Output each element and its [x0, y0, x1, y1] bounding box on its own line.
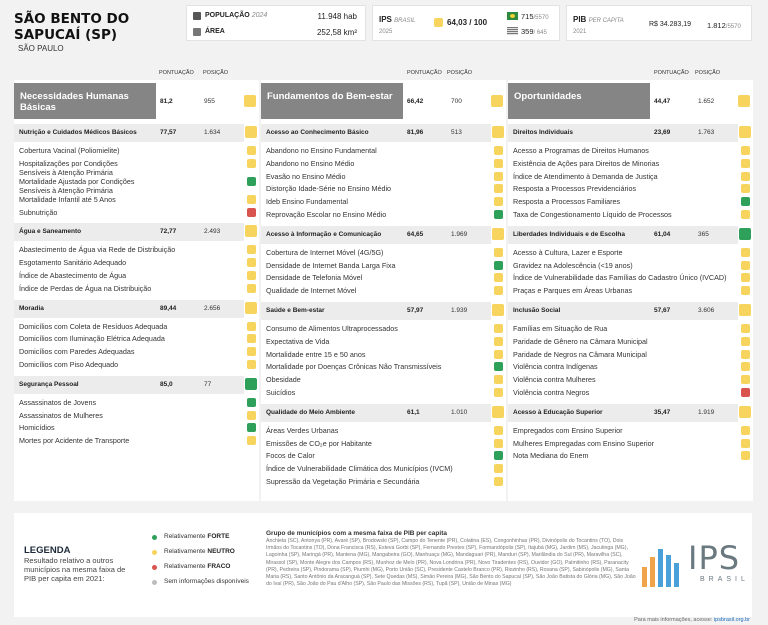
pib-value: R$ 34.283,19	[649, 21, 692, 28]
dimension-rank: 955	[204, 98, 215, 105]
component-status-indicator	[739, 304, 751, 316]
indicator-status-indicator	[247, 284, 256, 293]
indicator-label: Emissões de CO₂e por Habitante	[266, 438, 372, 448]
indicator-status-indicator	[494, 210, 503, 219]
indicator-status-indicator	[494, 464, 503, 473]
indicator-status-indicator	[247, 159, 256, 168]
indicator-status-indicator	[741, 337, 750, 346]
indicator-label: Paridade de Gênero na Câmara Municipal	[513, 336, 648, 346]
component-status-indicator	[739, 406, 751, 418]
indicator-label: Nota Mediana do Enem	[513, 451, 589, 461]
indicator-label: Acesso a Programas de Direitos Humanos	[513, 146, 649, 155]
component-rank: 77	[204, 380, 212, 388]
indicator-label: Mortalidade Infantil até 5 Anos	[19, 194, 116, 204]
legend-panel	[14, 513, 752, 617]
indicator-status-indicator	[494, 273, 503, 282]
component-score: 89,44	[160, 304, 177, 312]
indicator-status-indicator	[247, 258, 256, 267]
component-status-indicator	[245, 302, 257, 314]
component-score: 72,77	[160, 228, 177, 236]
indicator-status-indicator	[494, 197, 503, 206]
indicator-label: Resposta a Processos Familiares	[513, 197, 621, 207]
indicator-label: Mulheres Empregadas com Ensino Superior	[513, 438, 655, 448]
indicator-label: Empregados com Ensino Superior	[513, 425, 623, 435]
component-rank: 1.634	[204, 129, 221, 136]
component-score: 64,65	[407, 230, 424, 238]
component-status-indicator	[492, 406, 504, 418]
dimension-status-indicator	[491, 95, 503, 107]
ips-score: 64,03 / 100	[447, 18, 488, 27]
indicator-status-indicator	[741, 184, 750, 193]
legend-title: LEGENDA	[24, 545, 71, 556]
legend-item	[164, 548, 235, 555]
indicator-status-indicator	[741, 324, 750, 333]
indicator-status-indicator	[494, 362, 503, 371]
pib-year: 2021	[573, 29, 587, 35]
indicator-label: Índice de Perdas de Água na Distribuição	[19, 283, 152, 293]
indicator-status-indicator	[494, 451, 503, 460]
component-rank: 1.010	[451, 408, 468, 416]
footer-link[interactable]: ipsbrasil.org.br	[713, 617, 750, 623]
indicator-label: Gravidez na Adolescência (<19 anos)	[513, 260, 633, 270]
component-row	[261, 302, 491, 320]
indicator-label: Índice de Vulnerabilidade das Famílias do Cadastro Único (IVCAD)	[513, 273, 727, 283]
component-row	[261, 124, 491, 142]
ips-logo-sub: BRASIL	[700, 576, 749, 583]
indicator-status-indicator	[741, 362, 750, 371]
group-title: Grupo de municípios com a mesma faixa de PIB per capita	[266, 530, 447, 537]
component-score: 85,0	[160, 380, 173, 388]
dimension-status-indicator	[244, 95, 256, 107]
indicator-status-indicator	[247, 347, 256, 356]
component-row	[14, 124, 244, 142]
indicator-status-indicator	[494, 324, 503, 333]
component-name: Água e Saneamento	[19, 228, 82, 236]
indicator-status-indicator	[247, 271, 256, 280]
component-name: Acesso ao Conhecimento Básico	[266, 129, 369, 136]
component-name: Acesso à Informação e Comunicação	[266, 230, 382, 238]
dimension-rank: 1.652	[698, 98, 715, 105]
indicator-status-indicator	[494, 388, 503, 397]
legend-item-strength: NEUTRO	[207, 548, 235, 555]
indicator-label: Homicídios	[19, 423, 55, 433]
col-header-score: PONTUAÇÃO	[159, 70, 194, 76]
legend-item-prefix: Relativamente	[164, 533, 206, 540]
component-row	[14, 223, 244, 241]
indicator-status-indicator	[494, 248, 503, 257]
component-name: Segurança Pessoal	[19, 380, 79, 388]
dimension-title: Fundamentos do Bem-estar	[261, 83, 403, 119]
footer-info	[634, 617, 750, 623]
indicator-label: Mortalidade Ajustada por Condições Sensíveis à Atenção Primária	[19, 176, 135, 195]
component-rank: 3.606	[698, 307, 715, 314]
indicator-label: Domicílios com Paredes Adequadas	[19, 347, 135, 357]
component-rank: 513	[451, 129, 462, 136]
indicator-label: Paridade de Negros na Câmara Municipal	[513, 349, 647, 359]
indicator-label: Focos de Calor	[266, 451, 315, 461]
indicator-label: Cobertura de Internet Móvel (4G/5G)	[266, 247, 384, 257]
dimension-column-wellbeing	[261, 80, 506, 501]
legend-item-prefix: Relativamente	[164, 563, 206, 570]
indicator-label: Famílias em Situação de Rua	[513, 324, 608, 333]
legend-item	[164, 563, 230, 570]
indicator-label: Mortes por Acidente de Transporte	[19, 436, 130, 446]
component-rank: 1.969	[451, 230, 468, 238]
ips-label: IPS BRASIL	[379, 15, 416, 24]
component-score: 77,57	[160, 129, 177, 136]
indicator-label: Violência contra Indígenas	[513, 362, 598, 372]
indicator-status-indicator	[494, 159, 503, 168]
footer-text: Para mais informações, acesse:	[634, 617, 713, 623]
indicator-status-indicator	[494, 146, 503, 155]
pib-rank: 1.812/5570	[707, 21, 741, 30]
ips-logo-bars-icon	[642, 547, 680, 587]
indicator-label: Domicílios com Coleta de Resíduos Adequada	[19, 321, 168, 331]
indicator-label: Esgotamento Sanitário Adequado	[19, 258, 127, 268]
col-header-rank: POSIÇÃO	[695, 70, 721, 76]
indicator-status-indicator	[494, 439, 503, 448]
indicator-status-indicator	[247, 208, 256, 217]
population-label: POPULAÇÃO 2024	[205, 12, 268, 19]
dimension-status-indicator	[738, 95, 750, 107]
component-status-indicator	[492, 304, 504, 316]
legend-color-dot	[152, 535, 157, 540]
indicator-label: Praças e Parques em Áreas Urbanas	[513, 286, 633, 296]
population-area-box	[186, 5, 366, 41]
group-municipalities: Anchieta (SC), Antonya (PR), Avaré (SP), Brodowski (SP), Campo do Tenente (PR), Colatina (ES), Congonhinhas (PR), Divinópolis do Tocantins (TO), Dois Irmãos do Tocantins (TO), Dona Francisca (RS), Esteva Gorbi (SP), Fernando Prestes (SP), Formandópolis (SP), Itajubá (MG), Jardim (MS), Jacutinga (MG), Lagoinha (SP), Maringá (PR), Mantena (MG), Mangabeira (GO), Manhuaçu (MG), Mandaguari (PR), Manduri (SP), Marilândia do Sul (PR), Maravilha (SC), Mirassol (SP), Monte Alegre dos Campos (RS), Munhoz de Melo (PR), Nova Londrina (PR), Novo Tiradentes (RS), Ouvidor (GO), Palmitinho (RS), Paranacity (PR), Pedreira (SP), Pindorama (SP), Piumhi (MG), Porto União (SC), Presidente Castelo Branco (PR), Riozinho (RS), Rosana (SP), Sabinópolis (MG), Santa Maria (RS), Santo Antônio da Aracanguá (SP), Sete Quedas (MS), Simão Pereira (MG), São Bento do Sapucaí (SP), São João Batista do Glória (MG), São João do Ivaí (PR), São João do Pau d'Alho (SP), São Paulo das Missões (RS), Tupã (SP), União de Minas (MG)	[266, 538, 636, 588]
indicator-label: Existência de Ações para Direitos de Minorias	[513, 158, 660, 168]
dimension-score: 81,2	[160, 98, 173, 105]
population-value: 11.948 hab	[317, 12, 357, 21]
indicator-status-indicator	[741, 286, 750, 295]
indicator-label: Obesidade	[266, 375, 301, 385]
component-name: Inclusão Social	[513, 307, 561, 314]
brazil-flag-icon	[507, 12, 518, 20]
indicator-status-indicator	[741, 210, 750, 219]
legend-color-dot	[152, 550, 157, 555]
indicator-status-indicator	[494, 261, 503, 270]
indicator-status-indicator	[494, 477, 503, 486]
ips-score-indicator	[434, 18, 443, 27]
indicator-label: Assassinatos de Mulheres	[19, 410, 103, 420]
component-name: Liberdades Individuais e de Escolha	[513, 230, 625, 238]
legend-item-prefix: Sem informações disponíveis	[164, 578, 249, 585]
indicator-status-indicator	[247, 146, 256, 155]
indicator-label: Densidade de Internet Banda Larga Fixa	[266, 260, 396, 270]
component-score: 23,69	[654, 129, 671, 136]
state-name: SÃO PAULO	[18, 44, 64, 53]
indicator-status-indicator	[741, 273, 750, 282]
dimension-title: Oportunidades	[508, 83, 650, 119]
legend-item	[164, 578, 249, 585]
indicator-label: Evasão no Ensino Médio	[266, 171, 346, 181]
indicator-status-indicator	[741, 350, 750, 359]
indicator-label: Violência contra Mulheres	[513, 375, 596, 385]
component-score: 57,97	[407, 307, 424, 314]
indicator-status-indicator	[494, 350, 503, 359]
component-rank: 1.763	[698, 129, 715, 136]
indicator-label: Índice de Vulnerabilidade Climática dos Municípios (IVCM)	[266, 464, 453, 474]
component-rank: 2.656	[204, 304, 221, 312]
component-row	[508, 302, 738, 320]
component-name: Direitos Individuais	[513, 129, 573, 136]
indicator-status-indicator	[247, 436, 256, 445]
indicator-label: Abandono no Ensino Médio	[266, 158, 355, 168]
indicator-status-indicator	[741, 248, 750, 257]
indicator-label: Abandono no Ensino Fundamental	[266, 146, 377, 155]
indicator-status-indicator	[494, 426, 503, 435]
indicator-label: Violência contra Negros	[513, 388, 590, 397]
legend-item-strength: FORTE	[207, 533, 230, 540]
municipality-name	[14, 11, 129, 43]
population-icon	[193, 12, 201, 20]
component-status-indicator	[739, 126, 751, 138]
municipality-name-line1: SÃO BENTO DO	[14, 11, 130, 27]
indicator-status-indicator	[741, 172, 750, 181]
ips-rank-brazil: 715/5570	[521, 12, 549, 21]
indicator-status-indicator	[247, 177, 256, 186]
indicator-status-indicator	[741, 451, 750, 460]
indicator-label: Qualidade de Internet Móvel	[266, 286, 357, 296]
indicator-label: Acesso à Cultura, Lazer e Esporte	[513, 247, 623, 257]
col-header-rank: POSIÇÃO	[447, 70, 473, 76]
component-score: 35,47	[654, 408, 671, 416]
indicator-label: Hospitalizações por Condições Sensíveis à Atenção Primária	[19, 158, 118, 177]
indicator-status-indicator	[741, 426, 750, 435]
component-name: Saúde e Bem-estar	[266, 307, 325, 314]
indicator-label: Domicílios com Iluminação Elétrica Adequada	[19, 334, 165, 344]
indicator-label: Assassinatos de Jovens	[19, 397, 97, 407]
component-name: Acesso à Educação Superior	[513, 408, 603, 416]
indicator-label: Resposta a Processos Previdenciários	[513, 184, 637, 194]
ips-year: 2025	[379, 29, 393, 35]
component-row	[508, 404, 738, 422]
legend-item-strength: FRACO	[207, 563, 231, 570]
component-row	[261, 226, 491, 244]
component-score: 61,04	[654, 230, 671, 238]
legend-color-dot	[152, 565, 157, 570]
component-status-indicator	[245, 225, 257, 237]
indicator-status-indicator	[741, 388, 750, 397]
indicator-label: Densidade de Telefonia Móvel	[266, 273, 363, 283]
pib-box	[566, 5, 752, 41]
indicator-status-indicator	[247, 398, 256, 407]
indicator-status-indicator	[247, 195, 256, 204]
indicator-status-indicator	[741, 197, 750, 206]
indicator-status-indicator	[494, 375, 503, 384]
indicator-label: Taxa de Congestionamento Líquido de Processos	[513, 210, 672, 219]
col-header-score: PONTUAÇÃO	[407, 70, 442, 76]
indicator-status-indicator	[247, 423, 256, 432]
indicator-label: Índice de Atendimento à Demanda de Justiça	[513, 171, 658, 181]
component-rank: 2.493	[204, 228, 221, 236]
dimension-rank: 700	[451, 98, 462, 105]
dimension-title: Necessidades Humanas Básicas	[14, 83, 156, 119]
dimension-column-basic-needs	[14, 80, 259, 501]
indicator-label: Mortalidade entre 15 e 50 anos	[266, 349, 366, 359]
indicator-status-indicator	[247, 360, 256, 369]
component-rank: 365	[698, 230, 709, 238]
indicator-label: Mortalidade por Doenças Crônicas Não Transmissíveis	[266, 362, 442, 372]
component-row	[14, 376, 244, 394]
dimension-column-opportunity	[508, 80, 753, 501]
component-row	[261, 404, 491, 422]
dimension-score: 66,42	[407, 98, 424, 105]
indicator-status-indicator	[247, 411, 256, 420]
indicator-status-indicator	[741, 375, 750, 384]
col-header-rank: POSIÇÃO	[203, 70, 229, 76]
component-rank: 1.939	[451, 307, 468, 314]
ips-rank-state: 359/ 645	[521, 27, 547, 36]
indicator-status-indicator	[494, 286, 503, 295]
component-status-indicator	[492, 126, 504, 138]
indicator-label: Ideb Ensino Fundamental	[266, 197, 348, 207]
legend-description: Resultado relativo a outros municípios na mesma faixa de PIB per capita em 2021:	[24, 556, 126, 583]
indicator-label: Expectativa de Vida	[266, 336, 330, 346]
indicator-label: Áreas Verdes Urbanas	[266, 425, 339, 435]
legend-color-dot	[152, 580, 157, 585]
area-value: 252,58 km²	[316, 28, 357, 37]
indicator-label: Supressão da Vegetação Primária e Secundária	[266, 477, 420, 486]
legend-item	[164, 533, 229, 540]
indicator-status-indicator	[494, 172, 503, 181]
indicator-label: Cobertura Vacinal (Poliomielite)	[19, 146, 120, 155]
component-status-indicator	[739, 228, 751, 240]
indicator-status-indicator	[741, 159, 750, 168]
component-score: 61,1	[407, 408, 420, 416]
indicator-status-indicator	[494, 184, 503, 193]
component-name: Moradia	[19, 304, 44, 312]
area-icon	[193, 28, 201, 36]
component-score: 57,67	[654, 307, 671, 314]
dimension-score: 44,47	[654, 98, 671, 105]
indicator-status-indicator	[741, 261, 750, 270]
component-score: 81,96	[407, 129, 424, 136]
indicator-label: Consumo de Alimentos Ultraprocessados	[266, 324, 398, 333]
indicator-status-indicator	[741, 439, 750, 448]
component-status-indicator	[245, 126, 257, 138]
component-name: Nutrição e Cuidados Médicos Básicos	[19, 129, 137, 136]
indicator-label: Reprovação Escolar no Ensino Médio	[266, 210, 387, 219]
component-status-indicator	[492, 228, 504, 240]
ips-logo-text: IPS	[688, 539, 741, 577]
indicator-status-indicator	[741, 146, 750, 155]
area-label: ÁREA	[205, 28, 225, 35]
legend-item-prefix: Relativamente	[164, 548, 206, 555]
indicator-status-indicator	[247, 334, 256, 343]
indicator-status-indicator	[247, 322, 256, 331]
indicator-label: Suicídios	[266, 388, 296, 397]
indicator-label: Distorção Idade-Série no Ensino Médio	[266, 184, 392, 194]
municipality-name-line2: SAPUCAÍ (SP)	[14, 27, 118, 43]
component-name: Qualidade do Meio Ambiente	[266, 408, 355, 416]
pib-label: PIB PER CAPITA	[573, 15, 624, 24]
indicator-status-indicator	[494, 337, 503, 346]
indicator-label: Abastecimento de Água via Rede de Distribuição	[19, 245, 176, 255]
indicator-label: Índice de Abastecimento de Água	[19, 271, 127, 280]
state-flag-icon	[507, 27, 518, 35]
ips-score-box	[372, 5, 560, 41]
indicator-label: Subnutrição	[19, 207, 58, 217]
component-status-indicator	[245, 378, 257, 390]
col-header-score: PONTUAÇÃO	[654, 70, 689, 76]
component-row	[14, 300, 244, 318]
indicator-label: Domicílios com Piso Adequado	[19, 360, 119, 369]
component-rank: 1.919	[698, 408, 715, 416]
component-row	[508, 124, 738, 142]
component-row	[508, 226, 738, 244]
indicator-status-indicator	[247, 245, 256, 254]
